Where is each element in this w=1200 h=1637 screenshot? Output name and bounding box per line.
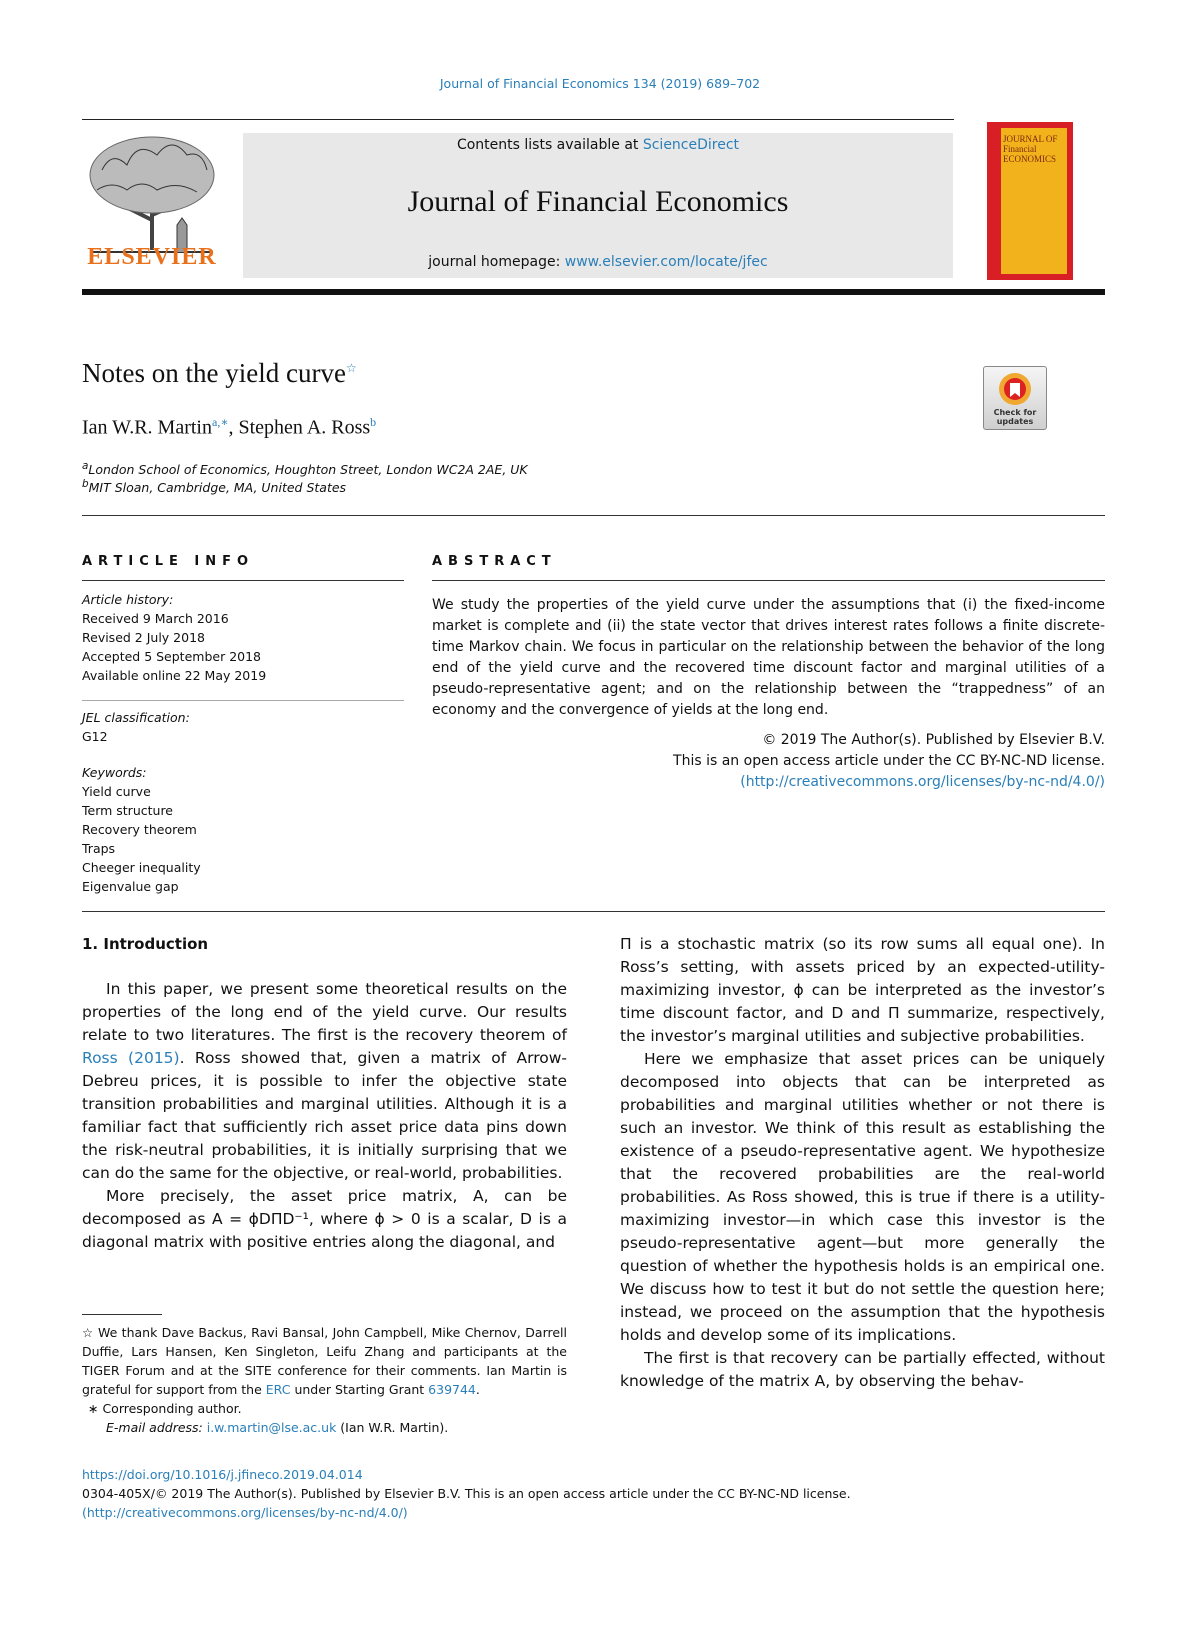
crossmark-icon <box>984 367 1046 409</box>
body-rule <box>82 911 1105 912</box>
journal-title: Journal of Financial Economics <box>407 185 789 218</box>
footer-license-link[interactable]: (http://creativecommons.org/licenses/by-nc-nd/4.0/) <box>82 1505 408 1520</box>
affiliation-mark: a <box>82 460 89 472</box>
issn-line: 0304-405X/© 2019 The Author(s). Published by Elsevier B.V. This is an open access article under the CC BY-NC-ND license. <box>82 1486 851 1501</box>
keyword: Traps <box>82 841 116 856</box>
license-link[interactable]: (http://creativecommons.org/licenses/by-nc-nd/4.0/) <box>740 774 1105 790</box>
email-label: E-mail address: <box>106 1420 207 1435</box>
crossmark-label: Check for updates <box>993 408 1037 426</box>
contents-line <box>243 137 953 153</box>
keyword: Term structure <box>82 803 173 818</box>
abstract-rule <box>432 580 1105 581</box>
acknowledgement-footnote <box>82 1323 567 1399</box>
elsevier-logo <box>82 130 222 280</box>
article-info-heading: ARTICLE INFO <box>82 554 255 569</box>
homepage-line <box>243 254 953 270</box>
history-item: Available online 22 May 2019 <box>82 668 267 683</box>
body-paragraph: Π is a stochastic matrix (so its row sums all equal one). In Ross’s setting, with assets priced by an expected-utility-maximizing investor, ϕ can be interpreted as the investor’s time discount factor, and D and Π summarize, respectively, the investor’s marginal utilities and subjective probabilities. <box>620 935 1105 1045</box>
abstract-text: We study the properties of the yield curve under the assumptions that (i) the fixed-income market is complete and (ii) the state vector that drives interest rates follows a finite discrete-time Markov chain. We focus in particular on the relationship between the behavior of the long end of the yield curve and the recovered time discount factor and marginal utilities of a pseudo-representative agent; and on the relationship between the “trappedness” of an economy and the convergence of yields at the long end. <box>432 597 1105 718</box>
homepage-prefix: journal homepage: <box>428 254 565 270</box>
history-label: Article history: <box>82 592 174 607</box>
article-title-text: Notes on the yield curve <box>82 358 346 388</box>
body-paragraph: The first is that recovery can be partially effected, without knowledge of the matrix A, by observing the behav- <box>620 1349 1105 1390</box>
footnote-rule <box>82 1314 162 1315</box>
author-list: Ian W.R. Martin$^{a,∗}$, Stephen A. Ross$^b$ <box>82 415 377 439</box>
affiliation-a <box>82 460 528 477</box>
author-affiliation-mark[interactable]: b <box>370 415 377 429</box>
affiliation-mark: b <box>82 478 89 490</box>
author-name[interactable]: Stephen A. Ross <box>238 416 371 439</box>
paragraph-text: . Ross showed that, given a matrix of Arrow-Debreu prices, it is possible to infer the objective state transition probabilities and marginal utilities. Although it is a familiar fact that sufficiently rich asset price data pins down the risk-neutral probabilities, it is initially surprising that we can do the same for the objective, or real-world, probabilities. <box>82 1049 567 1182</box>
affiliation-b <box>82 478 346 495</box>
crossmark-button[interactable] <box>983 366 1047 430</box>
article-history <box>82 590 266 685</box>
footnote-text: ☆ We thank Dave Backus, Ravi Bansal, John Campbell, Mike Chernov, Darrell Duffie, Lars Hansen, Ken Singleton, Leifu Zhang and participants at the TIGER Forum and at the SITE conference for their comments. Ian Martin is grateful for support from the <box>82 1325 567 1397</box>
elsevier-wordmark: ELSEVIER <box>87 244 217 270</box>
footnote-text: under Starting Grant <box>290 1382 429 1397</box>
email-link[interactable]: i.w.martin@lse.ac.uk <box>206 1420 337 1435</box>
article-info-separator <box>82 700 404 701</box>
sciencedirect-link[interactable]: ScienceDirect <box>642 137 740 153</box>
body-paragraph <box>82 978 567 1185</box>
section-heading: 1. Introduction <box>82 935 209 953</box>
affiliation-text: London School of Economics, Houghton Street, London WC2A 2AE, UK <box>88 462 528 478</box>
cover-panel <box>1001 128 1067 274</box>
contents-prefix: Contents lists available at <box>456 137 643 153</box>
copyright-line: © 2019 The Author(s). Published by Elsevier B.V. <box>762 732 1105 748</box>
footnote-text: . <box>475 1382 480 1397</box>
homepage-link[interactable]: www.elsevier.com/locate/jfec <box>564 254 768 270</box>
keyword: Cheeger inequality <box>82 860 201 875</box>
journal-banner <box>243 133 953 278</box>
keyword: Eigenvalue gap <box>82 879 179 894</box>
history-item: Received 9 March 2016 <box>82 611 229 626</box>
doi-link[interactable]: https://doi.org/10.1016/j.jfineco.2019.04.014 <box>82 1467 363 1482</box>
jel-label: JEL classification: <box>82 710 190 725</box>
jel-code: G12 <box>82 729 108 744</box>
journal-cover[interactable] <box>987 122 1073 280</box>
history-item: Revised 2 July 2018 <box>82 630 205 645</box>
corresponding-footnote: ∗ Corresponding author. <box>88 1401 242 1416</box>
email-footnote <box>82 1418 567 1437</box>
body-paragraph: More precisely, the asset price matrix, A, can be decomposed as A = ϕDΠD⁻¹, where ϕ > 0 is a scalar, D is a diagonal matrix with positive entries along the diagonal, and <box>82 1187 567 1251</box>
body-column-left <box>82 933 567 1254</box>
paragraph-text: In this paper, we present some theoretical results on the properties of the long end of the yield curve. Our results relate to two literatures. The first is the recovery theorem of <box>82 980 567 1044</box>
title-rule <box>82 515 1105 516</box>
keywords-label: Keywords: <box>82 765 147 780</box>
body-column-right <box>620 933 1105 1393</box>
title-footnote-mark[interactable]: ☆ <box>345 361 357 375</box>
keyword: Yield curve <box>82 784 151 799</box>
keyword: Recovery theorem <box>82 822 197 837</box>
page-footer <box>82 1465 1105 1522</box>
abstract-copyright <box>432 730 1105 793</box>
license-line: This is an open access article under the CC BY-NC-ND license. <box>673 753 1105 769</box>
journal-citation[interactable]: Journal of Financial Economics 134 (2019) 689–702 <box>439 76 761 91</box>
keywords <box>82 763 201 896</box>
author-name[interactable]: Ian W.R. Martin <box>82 416 212 439</box>
email-owner: (Ian W.R. Martin). <box>336 1420 449 1435</box>
article-info-rule <box>82 580 404 581</box>
citation-link[interactable]: Ross (2015) <box>82 1049 180 1067</box>
article-title <box>82 358 357 389</box>
history-item: Accepted 5 September 2018 <box>82 649 262 664</box>
erc-link[interactable]: ERC <box>265 1382 291 1397</box>
author-affiliation-mark[interactable]: a,∗ <box>212 415 229 429</box>
affiliation-text: MIT Sloan, Cambridge, MA, United States <box>88 480 347 496</box>
footnotes <box>82 1323 567 1437</box>
jel-classification <box>82 708 190 746</box>
header-thick-rule <box>82 289 1105 295</box>
cover-title: JOURNAL OF Financial ECONOMICS <box>1003 134 1058 164</box>
grant-link[interactable]: 639744 <box>428 1382 476 1397</box>
body-paragraph: Here we emphasize that asset prices can be uniquely decomposed into objects that can be interpreted as probabilities and marginal utilities whether or not there is such an investor. We think of this result as establishing the existence of a pseudo-representative agent. We hypothesize that the recovered probabilities are the real-world probabilities. As Ross showed, this is true if there is a utility-maximizing investor—in which case this investor is the pseudo-representative agent—but more generally the question of whether the hypothesis holds is an empirical one. We discuss how to test it but do not settle the question here; instead, we proceed on the assumption that the hypothesis holds and develop some of its implications. <box>620 1050 1105 1344</box>
top-rule <box>82 119 954 120</box>
abstract-heading: ABSTRACT <box>432 554 557 569</box>
